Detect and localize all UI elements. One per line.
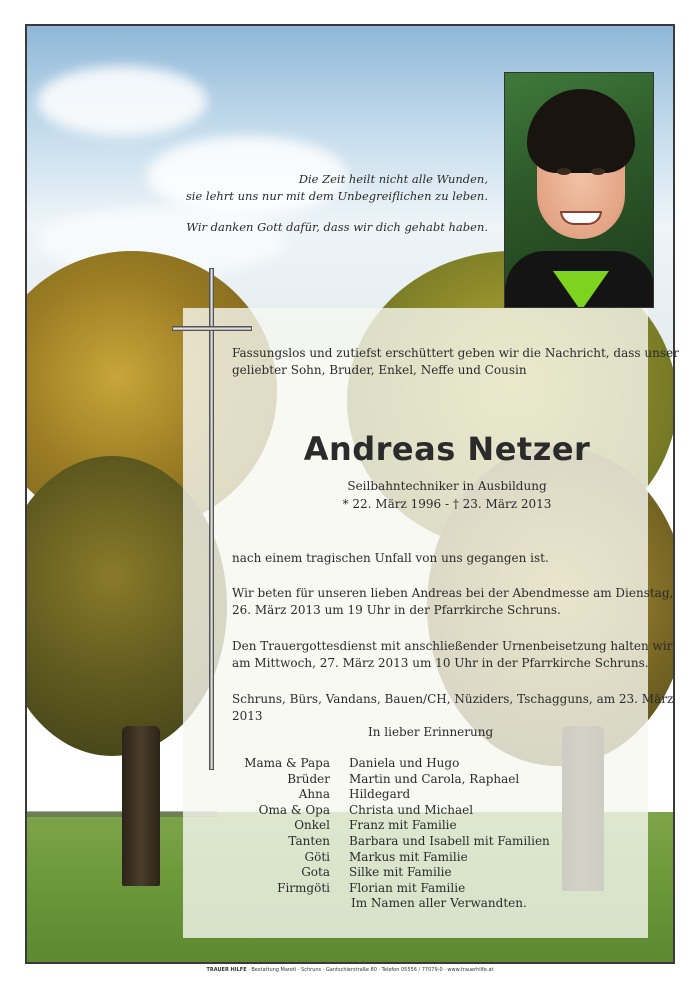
family-role: Oma & Opa <box>258 802 330 817</box>
family-row <box>232 818 652 834</box>
family-role: Mama & Papa <box>244 756 330 770</box>
photo-eye <box>557 168 571 175</box>
intro-line-2: geliebter Sohn, Bruder, Enkel, Neffe und Cousin <box>232 363 527 377</box>
footer <box>0 967 700 973</box>
family-role: Brüder <box>287 771 330 786</box>
family-row <box>232 881 652 897</box>
family-names: Martin und Carola, Raphael <box>349 771 520 786</box>
motto-line-1: Die Zeit heilt nicht alle Wunden, <box>298 172 488 186</box>
deceased-name: Andreas Netzer <box>303 430 591 468</box>
family-row <box>232 787 652 803</box>
family-row <box>232 850 652 866</box>
family-list <box>232 756 652 912</box>
photo-eye <box>591 168 605 175</box>
closing-row <box>232 896 652 912</box>
footer-details: · Bestattung Mareti · Schruns · Gantschierstraße 80 · Telefon 05556 / 77079-0 · www.trauerhilfe.at <box>248 967 494 973</box>
family-role: Onkel <box>294 818 330 833</box>
family-role: Gota <box>301 865 330 880</box>
passed-line: nach einem tragischen Unfall von uns gegangen ist. <box>232 551 549 565</box>
places-date: Schruns, Bürs, Vandans, Bauen/CH, Nüziders, Tschagguns, am 23. März 2013 <box>232 692 674 723</box>
family-names: Florian mit Familie <box>349 880 466 895</box>
family-names: Silke mit Familie <box>349 865 452 880</box>
occupation: Seilbahntechniker in Ausbildung <box>347 479 547 493</box>
family-names: Markus mit Familie <box>349 849 468 864</box>
cross-crossbar <box>172 326 252 331</box>
photo-hair <box>527 89 635 173</box>
family-role: Tanten <box>288 833 330 848</box>
family-role: Ahna <box>298 787 330 802</box>
life-dates: * 22. März 1996 - † 23. März 2013 <box>342 497 552 511</box>
service-line-2: am Mittwoch, 27. März 2013 um 10 Uhr in der Pfarrkirche Schruns. <box>232 656 649 670</box>
family-row <box>232 772 652 788</box>
cloud <box>37 66 207 136</box>
portrait-photo <box>504 72 654 308</box>
family-row <box>232 834 652 850</box>
mass-line-1: Wir beten für unseren lieben Andreas bei der Abendmesse am Dienstag, <box>232 586 674 600</box>
family-names: Daniela und Hugo <box>349 756 460 770</box>
family-row <box>232 803 652 819</box>
family-names: Hildegard <box>349 787 411 802</box>
intro-line-1: Fassungslos und zutiefst erschüttert geben wir die Nachricht, dass unser <box>232 346 679 360</box>
motto-line-2: sie lehrt uns nur mit dem Unbegreiflichen zu leben. <box>185 189 488 203</box>
cross-icon <box>209 268 214 770</box>
family-role: Göti <box>304 849 330 864</box>
family-role: Firmgöti <box>277 880 330 895</box>
family-names: Christa und Michael <box>349 802 474 817</box>
memory-heading: In lieber Erinnerung <box>368 725 494 739</box>
family-row <box>232 756 652 772</box>
mass-line-2: 26. März 2013 um 19 Uhr in der Pfarrkirche Schruns. <box>232 603 561 617</box>
footer-brand: TRAUER HILFE <box>206 967 247 973</box>
motto-line-3: Wir danken Gott dafür, dass wir dich gehabt haben. <box>186 220 488 234</box>
closing-line: Im Namen aller Verwandten. <box>351 896 527 911</box>
tree-trunk-left <box>122 726 160 886</box>
family-names: Barbara und Isabell mit Familien <box>349 833 550 848</box>
family-row <box>232 865 652 881</box>
service-line-1: Den Trauergottesdienst mit anschließender Urnenbeisetzung halten wir <box>232 639 673 653</box>
family-names: Franz mit Familie <box>349 818 457 833</box>
